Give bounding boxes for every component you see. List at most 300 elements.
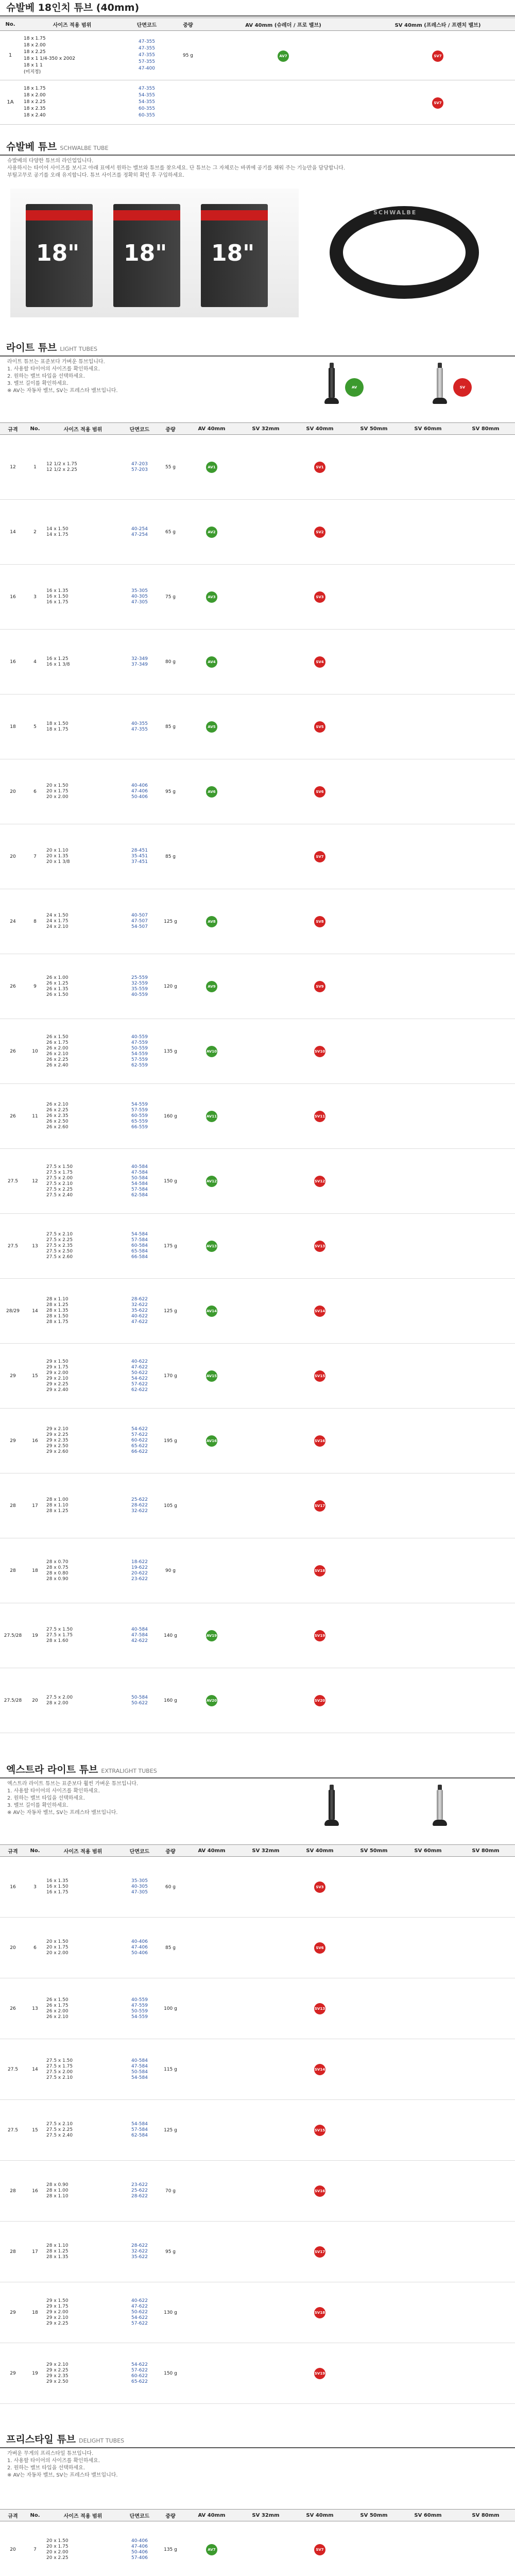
codes-cell: 54-584 57-584 62-584 (122, 2100, 158, 2161)
codes-cell: 18-622 19-622 20-622 23-622 (122, 1538, 158, 1603)
sv40-cell (291, 2039, 348, 2100)
weight-cell: 135 g (158, 2521, 183, 2576)
table-row (0, 435, 515, 500)
no-cell: 6 (26, 759, 44, 824)
no-cell: 11 (26, 1084, 44, 1149)
sv32-cell (240, 435, 291, 500)
table-header: SV 40mm (291, 423, 348, 435)
table-row (0, 824, 515, 889)
sv32-cell (240, 500, 291, 565)
table-header: SV 80mm (456, 423, 515, 435)
extralight-section (0, 1762, 515, 2421)
sv32-cell (240, 1473, 291, 1538)
sv50-cell (348, 824, 400, 889)
top-title: 슈발베 18인치 튜브 (40mm) (0, 0, 515, 16)
weight-cell: 175 g (158, 1214, 183, 1279)
av-valve-badge: AV8 (206, 916, 217, 927)
spec-cell: 20 (0, 824, 26, 889)
codes-cell: 54-559 57-559 60-559 65-559 66-559 (122, 1084, 158, 1149)
codes-cell: 25-559 32-559 35-559 40-559 (122, 954, 158, 1019)
av-cell (183, 2521, 240, 2576)
sv32-cell (240, 954, 291, 1019)
sv-valve-badge: SV3 (314, 1882, 325, 1893)
spec-cell: 27.5/28 (0, 1668, 26, 1733)
sizes-cell: 26 x 1.50 26 x 1.75 26 x 2.00 26 x 2.10 26 x 2.25 26 x 2.40 (44, 1019, 122, 1084)
table-header: 규격 (0, 2510, 26, 2521)
av-cell (183, 759, 240, 824)
sv80-cell (456, 500, 515, 565)
weight-cell: 125 g (158, 889, 183, 954)
sv60-cell (400, 630, 456, 694)
codes-cell: 40-406 47-406 50-406 (122, 1918, 158, 1978)
sv60-cell (400, 1603, 456, 1668)
sv32-cell (240, 824, 291, 889)
spec-cell: 16 (0, 630, 26, 694)
sv-valve-badge: SV13 (314, 1241, 325, 1252)
av-badge: AV7 (278, 50, 289, 62)
sv80-cell (456, 1603, 515, 1668)
top-row-av (206, 31, 360, 80)
sv60-cell (400, 1279, 456, 1344)
av-cell (183, 565, 240, 630)
sv40-cell (291, 2343, 348, 2404)
sv50-cell (348, 2521, 400, 2576)
av-valve-badge: AV14 (206, 1306, 217, 1317)
sizes-cell: 26 x 1.00 26 x 1.25 26 x 1.35 26 x 1.50 (44, 954, 122, 1019)
sv-valve-badge: SV18 (314, 1565, 325, 1577)
sizes-cell: 20 x 1.50 20 x 1.75 20 x 2.00 (44, 1918, 122, 1978)
sv50-cell (348, 1409, 400, 1473)
spec-cell: 28 (0, 1538, 26, 1603)
sv60-cell (400, 1538, 456, 1603)
sv40-cell (291, 500, 348, 565)
sv40-cell (291, 2100, 348, 2161)
sv40-cell (291, 1214, 348, 1279)
spec-cell: 20 (0, 759, 26, 824)
table-row (0, 889, 515, 954)
sv80-cell (456, 1344, 515, 1409)
no-cell: 18 (26, 2282, 44, 2343)
sv60-cell (400, 2222, 456, 2282)
sv40-cell (291, 630, 348, 694)
sv-valve-badge: SV4 (314, 656, 325, 668)
codes-cell: 35-305 40-305 47-305 (122, 565, 158, 630)
sv80-cell (456, 565, 515, 630)
table-row (0, 1857, 515, 1918)
table-header: 규격 (0, 423, 26, 435)
no-cell: 7 (26, 2521, 44, 2576)
av-valve-badge: AV3 (206, 591, 217, 603)
sv32-cell (240, 1918, 291, 1978)
sv-valve-badge: SV7 (314, 2544, 325, 2555)
table-header: SV 60mm (400, 423, 456, 435)
sv60-cell (400, 1473, 456, 1538)
table-header: SV 80mm (456, 1845, 515, 1857)
freestyle-table (0, 2509, 515, 2576)
sv50-cell (348, 1918, 400, 1978)
weight-cell: 85 g (158, 694, 183, 759)
av-valve-badge: AV2 (206, 527, 217, 538)
codes-cell: 54-622 57-622 60-622 65-622 66-622 (122, 1409, 158, 1473)
sv40-cell (291, 954, 348, 1019)
codes-cell: 35-305 40-305 47-305 (122, 1857, 158, 1918)
av-valve-badge: AV13 (206, 1241, 217, 1252)
table-header: No. (26, 423, 44, 435)
sv40-cell (291, 889, 348, 954)
box-number: 18" (36, 240, 80, 266)
av-valve-badge: AV12 (206, 1176, 217, 1187)
sv60-cell (400, 565, 456, 630)
sv80-cell (456, 1473, 515, 1538)
top-row-weight (170, 80, 206, 125)
sv80-cell (456, 2282, 515, 2343)
light-table (0, 422, 515, 1733)
freestyle-title: 프리스타일 튜브 DELIGHT TUBES (0, 2432, 515, 2448)
sv80-cell (456, 1409, 515, 1473)
sv80-cell (456, 759, 515, 824)
weight-cell: 135 g (158, 1019, 183, 1084)
av-valve-badge: AV1 (206, 462, 217, 473)
table-header: 단면코드 (122, 423, 158, 435)
sizes-cell: 28 x 1.00 28 x 1.10 28 x 1.25 (44, 1473, 122, 1538)
no-cell: 19 (26, 2343, 44, 2404)
weight-cell: 160 g (158, 1084, 183, 1149)
av-cell (183, 889, 240, 954)
spec-cell: 26 (0, 1978, 26, 2039)
av-cell (183, 1409, 240, 1473)
weight-cell: 120 g (158, 954, 183, 1019)
freestyle-desc: 가벼운 무게의 프리스타일 튜브입니다. 1. 사용할 타이어의 사이즈를 확인하세요. 2. 원하는 밸브 타입을 선택하세요. ※ AV는 자동차 밸브, SV는 프레스타 밸브입니다. (7, 2451, 118, 2478)
sv40-cell (291, 824, 348, 889)
weight-cell: 55 g (158, 435, 183, 500)
sv50-cell (348, 889, 400, 954)
av-valve-badge: AV11 (206, 1111, 217, 1122)
table-row (0, 1149, 515, 1214)
av-cell (183, 2282, 240, 2343)
codes-cell: 40-507 47-507 54-507 (122, 889, 158, 954)
sv60-cell (400, 1214, 456, 1279)
sv60-cell (400, 2039, 456, 2100)
sv32-cell (240, 889, 291, 954)
av-cell (183, 1279, 240, 1344)
spec-cell: 29 (0, 1409, 26, 1473)
sizes-cell: 16 x 1.35 16 x 1.50 16 x 1.75 (44, 1857, 122, 1918)
av-cell (183, 1538, 240, 1603)
sv-valve-badge: SV20 (314, 1695, 325, 1706)
sizes-cell: 27.5 x 2.00 28 x 2.00 (44, 1668, 122, 1733)
codes-cell: 40-584 47-584 42-622 (122, 1603, 158, 1668)
top-table (0, 18, 515, 125)
codes-cell: 40-559 47-559 50-559 54-559 (122, 1978, 158, 2039)
table-header: SV 40mm (291, 2510, 348, 2521)
sv-valve-badge: SV6 (314, 1942, 325, 1954)
sv60-cell (400, 2282, 456, 2343)
product-photo (10, 189, 299, 317)
weight-cell: 65 g (158, 500, 183, 565)
sv50-cell (348, 2039, 400, 2100)
table-header: AV 40mm (183, 423, 240, 435)
top-row-codes: 47-355 54-355 54-355 60-355 60-355 (124, 80, 170, 125)
top-row-av (206, 80, 360, 125)
spec-cell: 20 (0, 1918, 26, 1978)
av-cell (183, 954, 240, 1019)
sv-valve-badge: SV15 (314, 2125, 325, 2136)
spec-cell: 24 (0, 889, 26, 954)
sv40-cell (291, 1149, 348, 1214)
sv60-cell (400, 1409, 456, 1473)
sv80-cell (456, 2222, 515, 2282)
codes-cell: 47-203 57-203 (122, 435, 158, 500)
sv50-cell (348, 435, 400, 500)
table-header: 단면코드 (122, 2510, 158, 2521)
weight-cell: 70 g (158, 2161, 183, 2222)
sizes-cell: 20 x 1.50 20 x 1.75 20 x 2.00 20 x 2.25 (44, 2521, 122, 2576)
sv80-cell (456, 2161, 515, 2222)
sv80-cell (456, 1857, 515, 1918)
sv80-cell (456, 824, 515, 889)
lineup-section (0, 139, 515, 330)
sv-valve-icon (433, 1785, 447, 1826)
spec-cell: 27.5 (0, 2100, 26, 2161)
spec-cell: 26 (0, 1019, 26, 1084)
no-cell: 9 (26, 954, 44, 1019)
sv40-cell (291, 759, 348, 824)
sv80-cell (456, 435, 515, 500)
sv60-cell (400, 2521, 456, 2576)
av-cell (183, 1918, 240, 1978)
sizes-cell: 28 x 0.70 28 x 0.75 28 x 0.80 28 x 0.90 (44, 1538, 122, 1603)
sizes-cell: 16 x 1.25 16 x 1 3/8 (44, 630, 122, 694)
sv60-cell (400, 1668, 456, 1733)
sv32-cell (240, 1978, 291, 2039)
table-row (0, 1279, 515, 1344)
table-row (0, 2100, 515, 2161)
av-cell (183, 1344, 240, 1409)
spec-cell: 28 (0, 2222, 26, 2282)
sv50-cell (348, 2282, 400, 2343)
top-row-sizes: 18 x 1.75 18 x 2.00 18 x 2.25 18 x 2.35 18 x 2.40 (21, 80, 124, 125)
sv50-cell (348, 759, 400, 824)
sv50-cell (348, 2100, 400, 2161)
weight-cell: 150 g (158, 2343, 183, 2404)
table-header: 사이즈 적용 범위 (44, 423, 122, 435)
codes-cell: 40-622 47-622 50-622 54-622 57-622 62-622 (122, 1344, 158, 1409)
no-cell: 16 (26, 2161, 44, 2222)
codes-cell: 40-254 47-254 (122, 500, 158, 565)
codes-cell: 54-584 57-584 60-584 65-584 66-584 (122, 1214, 158, 1279)
no-cell: 1 (26, 435, 44, 500)
sv60-cell (400, 2161, 456, 2222)
codes-cell: 40-406 47-406 50-406 (122, 759, 158, 824)
sv32-cell (240, 759, 291, 824)
sizes-cell: 18 x 1.50 18 x 1.75 (44, 694, 122, 759)
sv40-cell (291, 1978, 348, 2039)
weight-cell: 125 g (158, 1279, 183, 1344)
sv-valve-badge: SV10 (314, 1046, 325, 1057)
no-cell: 8 (26, 889, 44, 954)
no-cell: 4 (26, 630, 44, 694)
sv50-cell (348, 954, 400, 1019)
sv32-cell (240, 565, 291, 630)
weight-cell: 80 g (158, 630, 183, 694)
sv50-cell (348, 1668, 400, 1733)
spec-cell: 12 (0, 435, 26, 500)
av-cell (183, 2161, 240, 2222)
spec-cell: 29 (0, 2343, 26, 2404)
sizes-cell: 16 x 1.35 16 x 1.50 16 x 1.75 (44, 565, 122, 630)
tube-box-2 (113, 204, 180, 307)
sv40-cell (291, 565, 348, 630)
sv80-cell (456, 1668, 515, 1733)
weight-cell: 115 g (158, 2039, 183, 2100)
sizes-cell: 27.5 x 2.10 27.5 x 2.25 27.5 x 2.40 (44, 2100, 122, 2161)
sv80-cell (456, 954, 515, 1019)
no-cell: 14 (26, 2039, 44, 2100)
sv60-cell (400, 2100, 456, 2161)
weight-cell: 195 g (158, 1409, 183, 1473)
codes-cell: 40-559 47-559 50-559 54-559 57-559 62-559 (122, 1019, 158, 1084)
av-valve-badge: AV10 (206, 1046, 217, 1057)
sv80-cell (456, 1538, 515, 1603)
table-row (0, 2161, 515, 2222)
no-cell: 15 (26, 2100, 44, 2161)
no-cell: 3 (26, 1857, 44, 1918)
sizes-cell: 27.5 x 2.10 27.5 x 2.25 27.5 x 2.35 27.5 x 2.50 27.5 x 2.60 (44, 1214, 122, 1279)
sv32-cell (240, 2282, 291, 2343)
codes-cell: 40-622 47-622 50-622 54-622 57-622 (122, 2282, 158, 2343)
table-header: AV 40mm (183, 1845, 240, 1857)
sizes-cell: 26 x 1.50 26 x 1.75 26 x 2.00 26 x 2.10 (44, 1978, 122, 2039)
sv60-cell (400, 1344, 456, 1409)
codes-cell: 23-622 25-622 28-622 (122, 2161, 158, 2222)
av-valve-icon (324, 363, 339, 404)
sizes-cell: 29 x 1.50 29 x 1.75 29 x 2.00 29 x 2.10 29 x 2.25 (44, 2282, 122, 2343)
av-valve-badge: AV19 (206, 1630, 217, 1641)
sv60-cell (400, 759, 456, 824)
sv50-cell (348, 1857, 400, 1918)
tube-box-3 (201, 204, 268, 307)
spec-cell: 28 (0, 2161, 26, 2222)
sizes-cell: 29 x 2.10 29 x 2.25 29 x 2.35 29 x 2.50 29 x 2.60 (44, 1409, 122, 1473)
av-cell (183, 2343, 240, 2404)
sv-valve-badge: SV15 (314, 1370, 325, 1382)
th-weight: 중량 (170, 18, 206, 31)
sv-badge: SV7 (432, 97, 443, 109)
th-av: AV 40mm (슈레더 / 프로 밸브) (206, 18, 360, 31)
sv-valve-badge: SV3 (314, 591, 325, 603)
no-cell: 17 (26, 2222, 44, 2282)
table-row (0, 1019, 515, 1084)
sv-valve-badge: SV9 (314, 981, 325, 992)
av-cell (183, 1214, 240, 1279)
sv50-cell (348, 694, 400, 759)
av-valve-badge: AV6 (206, 786, 217, 798)
table-header: SV 60mm (400, 2510, 456, 2521)
codes-cell: 28-451 35-451 37-451 (122, 824, 158, 889)
table-header: 규격 (0, 1845, 26, 1857)
spec-cell: 18 (0, 694, 26, 759)
av-cell (183, 824, 240, 889)
top-row-no: 1 (0, 31, 21, 80)
tube-box-1 (26, 204, 93, 307)
sv50-cell (348, 1538, 400, 1603)
sv32-cell (240, 1279, 291, 1344)
sv32-cell (240, 1857, 291, 1918)
codes-cell: 28-622 32-622 35-622 (122, 2222, 158, 2282)
sizes-cell: 26 x 2.10 26 x 2.25 26 x 2.35 26 x 2.50 26 x 2.60 (44, 1084, 122, 1149)
table-row (0, 1084, 515, 1149)
table-row (0, 2039, 515, 2100)
lineup-title: 슈발베 튜브 SCHWALBE TUBE (0, 139, 515, 156)
no-cell: 16 (26, 1409, 44, 1473)
table-header: 중량 (158, 2510, 183, 2521)
av-cell (183, 1473, 240, 1538)
sv-valve-badge: SV17 (314, 1500, 325, 1512)
no-cell: 18 (26, 1538, 44, 1603)
weight-cell: 60 g (158, 1857, 183, 1918)
sv32-cell (240, 1409, 291, 1473)
av-valve-icon (324, 1785, 339, 1826)
extralight-table (0, 1844, 515, 2404)
no-cell: 5 (26, 694, 44, 759)
sv50-cell (348, 1473, 400, 1538)
weight-cell: 130 g (158, 2282, 183, 2343)
table-row (0, 759, 515, 824)
sv40-cell (291, 1918, 348, 1978)
spec-cell: 16 (0, 565, 26, 630)
th-sv: SV 40mm (프레스타 / 프렌치 밸브) (360, 18, 515, 31)
spec-cell: 27.5 (0, 2039, 26, 2100)
sv-valve-badge: SV17 (314, 2246, 325, 2258)
sv32-cell (240, 2222, 291, 2282)
sv80-cell (456, 2100, 515, 2161)
table-row (0, 1214, 515, 1279)
sv50-cell (348, 2343, 400, 2404)
table-header: SV 32mm (240, 423, 291, 435)
sizes-cell: 28 x 0.90 28 x 1.00 28 x 1.10 (44, 2161, 122, 2222)
table-row (0, 1668, 515, 1733)
codes-cell: 40-584 47-584 50-584 54-584 57-584 62-584 (122, 1149, 158, 1214)
av-cell (183, 1149, 240, 1214)
codes-cell: 54-622 57-622 60-622 65-622 (122, 2343, 158, 2404)
weight-cell: 85 g (158, 1918, 183, 1978)
sv80-cell (456, 1214, 515, 1279)
light-section (0, 340, 515, 1752)
sv40-cell (291, 694, 348, 759)
table-header: SV 40mm (291, 1845, 348, 1857)
av-cell (183, 1978, 240, 2039)
no-cell: 20 (26, 1668, 44, 1733)
sv40-cell (291, 1019, 348, 1084)
sv32-cell (240, 630, 291, 694)
sv80-cell (456, 1279, 515, 1344)
spec-cell: 27.5 (0, 1149, 26, 1214)
sv32-cell (240, 1084, 291, 1149)
sv80-cell (456, 2521, 515, 2576)
sv40-cell (291, 2222, 348, 2282)
av-cell (183, 1668, 240, 1733)
sv40-cell (291, 1603, 348, 1668)
no-cell: 7 (26, 824, 44, 889)
table-header: No. (26, 2510, 44, 2521)
weight-cell: 105 g (158, 1473, 183, 1538)
sv32-cell (240, 2161, 291, 2222)
sv60-cell (400, 694, 456, 759)
av-cell (183, 630, 240, 694)
codes-cell: 40-355 47-355 (122, 694, 158, 759)
weight-cell: 95 g (158, 2222, 183, 2282)
weight-cell: 85 g (158, 824, 183, 889)
